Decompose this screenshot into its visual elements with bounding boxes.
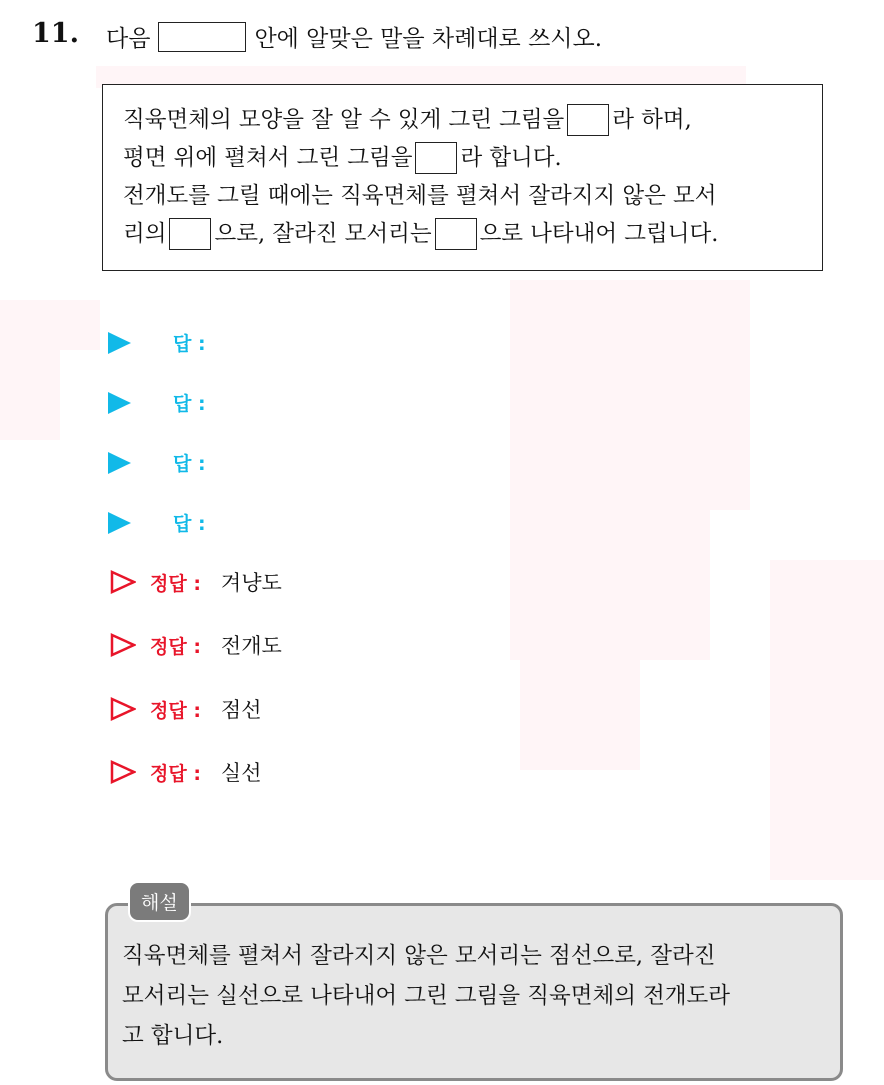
correct-label: 정답 :: [150, 762, 201, 785]
outline-triangle-icon: [110, 633, 136, 657]
box-line-2: [123, 139, 812, 177]
play-triangle-icon: [108, 512, 131, 534]
watermark-block: [520, 660, 640, 770]
explanation-box: [105, 903, 843, 1081]
correct-value: 실선: [220, 761, 262, 785]
answer-row[interactable]: [108, 329, 206, 356]
correct-answer-row: [110, 757, 262, 787]
outline-triangle-icon: [110, 697, 136, 721]
blank-box-2: [415, 142, 457, 174]
box-line4-c: 으로 나타내어 그립니다.: [479, 221, 719, 247]
question-number: 11.: [32, 18, 79, 49]
watermark-block: [640, 280, 750, 510]
prompt-blank-box: [158, 22, 246, 52]
correct-label: 정답 :: [150, 572, 201, 595]
box-line-1: [123, 101, 812, 139]
watermark-block: [0, 300, 60, 440]
explanation-line-2: 모서리는 실선으로 나타내어 그린 그림을 직육면체의 전개도라: [122, 983, 731, 1009]
blank-box-3: [169, 218, 211, 250]
watermark-block: [60, 300, 100, 350]
outline-triangle-icon: [110, 760, 136, 784]
answer-row[interactable]: [108, 509, 206, 536]
answer-label: 답 :: [173, 393, 206, 415]
blank-box-4: [435, 218, 477, 250]
correct-answer-row: [110, 630, 282, 660]
explanation-line-1: 직육면체를 펼쳐서 잘라지지 않은 모서리는 점선으로, 잘라진: [122, 943, 716, 969]
box-line3: 전개도를 그릴 때에는 직육면체를 펼쳐서 잘라지지 않은 모서: [123, 183, 717, 209]
box-line2-b: 라 합니다.: [460, 145, 562, 171]
answer-label: 답 :: [173, 453, 206, 475]
play-triangle-icon: [108, 452, 131, 474]
box-line-4: [123, 215, 812, 253]
play-triangle-icon: [108, 332, 131, 354]
explanation-text: [122, 936, 826, 1056]
correct-value: 겨냥도: [220, 571, 282, 595]
correct-answer-row: [110, 694, 262, 724]
box-line1-b: 라 하며,: [612, 107, 692, 133]
box-line2-a: 평면 위에 펼쳐서 그린 그림을: [123, 145, 413, 171]
question-box: [102, 84, 823, 271]
box-line1-a: 직육면체의 모양을 잘 알 수 있게 그린 그림을: [123, 107, 565, 133]
correct-label: 정답 :: [150, 635, 201, 658]
answer-label: 답 :: [173, 513, 206, 535]
prompt-before: 다음: [106, 26, 151, 52]
answer-row[interactable]: [108, 389, 206, 416]
outline-triangle-icon: [110, 570, 136, 594]
answer-row[interactable]: [108, 449, 206, 476]
correct-label: 정답 :: [150, 699, 201, 722]
box-line4-b: 으로, 잘라진 모서리는: [214, 221, 432, 247]
correct-value: 전개도: [220, 634, 282, 658]
box-line-3: [123, 177, 812, 215]
prompt-after: 안에 알맞은 말을 차례대로 쓰시오.: [254, 26, 603, 52]
watermark-block: [770, 560, 884, 880]
box-line4-a: 리의: [123, 221, 167, 247]
explanation-line-3: 고 합니다.: [122, 1023, 224, 1049]
explanation-tab: 해설: [128, 881, 191, 922]
blank-box-1: [567, 104, 609, 136]
play-triangle-icon: [108, 392, 131, 414]
answer-label: 답 :: [173, 333, 206, 355]
correct-answer-row: [110, 567, 282, 597]
correct-value: 점선: [220, 698, 262, 722]
question-prompt: [106, 20, 602, 53]
